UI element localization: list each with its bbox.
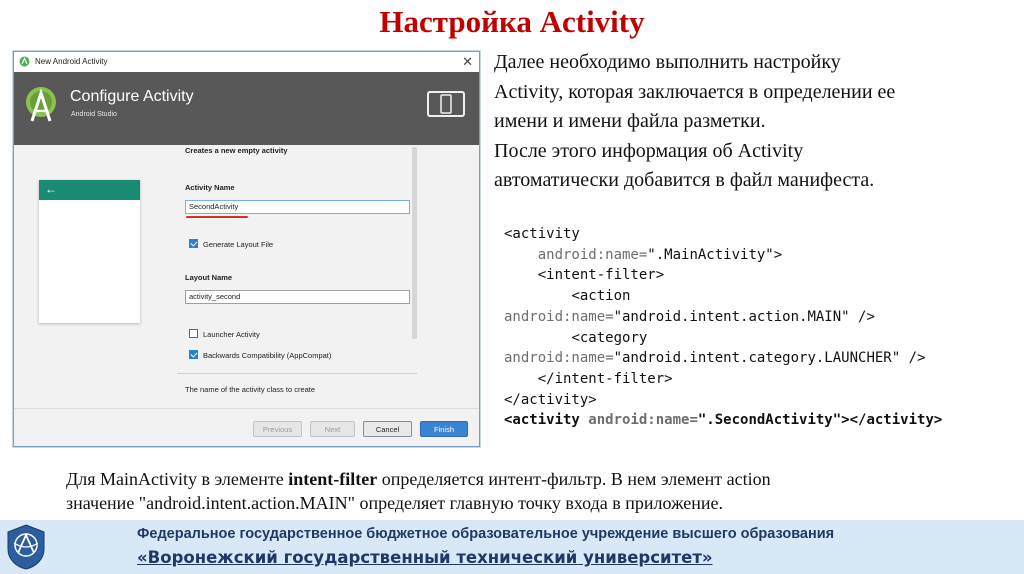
bottom-explanation bbox=[66, 467, 966, 515]
launcher-activity-label: Launcher Activity bbox=[203, 330, 260, 339]
code-line: android:name="android.intent.category.LAUNCHER" /> bbox=[504, 350, 926, 367]
dialog-title: New Android Activity bbox=[35, 57, 108, 66]
description-line: После этого информация об Activity bbox=[494, 139, 804, 162]
spellcheck-underline bbox=[186, 216, 248, 218]
android-studio-logo bbox=[23, 85, 59, 125]
slide-title: Настройка Activity bbox=[379, 4, 645, 39]
description-line: Activity, которая заключается в определении ее bbox=[494, 80, 896, 103]
back-arrow-icon: ← bbox=[45, 182, 57, 196]
hint-divider bbox=[177, 373, 417, 374]
footer-university-name: «Воронежский государственный технический университет» bbox=[137, 548, 713, 567]
explanation-line: Для MainActivity в элементе intent-filter определяется интент-фильтр. В нем элемент action bbox=[66, 469, 771, 489]
description-text bbox=[494, 48, 1014, 196]
code-line: <activity android:name=".SecondActivity"></activity> bbox=[504, 412, 943, 429]
activity-name-input[interactable] bbox=[185, 200, 410, 214]
preview-app-bar bbox=[39, 180, 140, 200]
previous-button[interactable]: Previous bbox=[253, 421, 302, 437]
generate-layout-label: Generate Layout File bbox=[203, 240, 274, 249]
description-line: имени и имени файла разметки. bbox=[494, 110, 766, 132]
hint-text: The name of the activity class to create bbox=[185, 385, 316, 394]
code-line: <intent-filter> bbox=[537, 267, 665, 284]
code-line: <action bbox=[571, 288, 631, 305]
next-button[interactable]: Next bbox=[310, 421, 355, 437]
layout-name-input[interactable] bbox=[185, 290, 410, 304]
intent-filter-term: intent-filter bbox=[288, 469, 378, 489]
code-line: </intent-filter> bbox=[537, 370, 673, 387]
university-emblem bbox=[4, 523, 48, 571]
footer-institution-type: Федеральное государственное бюджетное образовательное учреждение высшего образования bbox=[137, 526, 835, 542]
code-line: android:name=".MainActivity"> bbox=[537, 246, 783, 263]
footer-band bbox=[0, 520, 1024, 574]
backwards-compat-checkbox[interactable] bbox=[189, 350, 198, 359]
scrollbar[interactable] bbox=[412, 147, 417, 339]
code-line: <activity bbox=[504, 226, 580, 242]
buttons-divider bbox=[14, 408, 479, 409]
cancel-button[interactable]: Cancel bbox=[363, 421, 412, 437]
dialog-titlebar bbox=[14, 52, 479, 72]
launcher-activity-checkbox[interactable] bbox=[189, 329, 198, 338]
explanation-line: значение "android.intent.action.MAIN" определяет главную точку входа в приложение. bbox=[66, 493, 724, 513]
device-preview-icon bbox=[427, 89, 465, 119]
code-line: <category bbox=[571, 329, 648, 346]
backwards-compat-label: Backwards Compatibility (AppCompat) bbox=[203, 351, 332, 360]
android-studio-small-icon bbox=[19, 56, 30, 67]
new-activity-dialog bbox=[13, 51, 480, 447]
close-icon[interactable]: ✕ bbox=[462, 54, 473, 69]
layout-name-label: Layout Name bbox=[185, 273, 233, 282]
manifest-code-block bbox=[504, 224, 942, 431]
generate-layout-checkbox[interactable] bbox=[189, 239, 198, 248]
banner-subtitle: Android Studio bbox=[71, 111, 117, 118]
banner-title: Configure Activity bbox=[70, 88, 194, 105]
description-line: автоматически добавится в файл манифеста. bbox=[494, 169, 875, 191]
code-line: </activity> bbox=[504, 391, 597, 408]
activity-preview bbox=[39, 180, 140, 323]
activity-name-label: Activity Name bbox=[185, 183, 235, 192]
section-title: Creates a new empty activity bbox=[185, 146, 288, 155]
description-line: Далее необходимо выполнить настройку bbox=[494, 51, 841, 73]
dialog-banner bbox=[14, 72, 479, 145]
finish-button[interactable]: Finish bbox=[420, 421, 468, 437]
code-line: android:name="android.intent.action.MAIN" /> bbox=[504, 308, 875, 325]
